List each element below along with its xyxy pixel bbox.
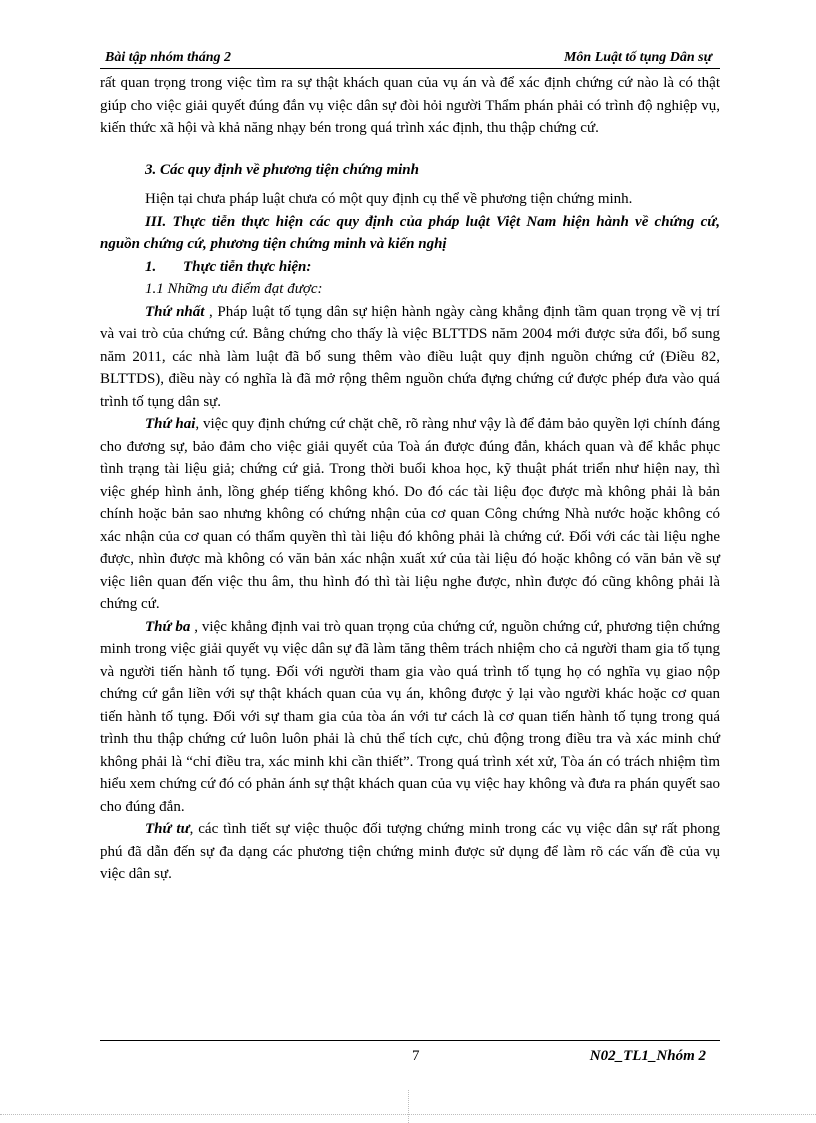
paragraph-thu-hai-text: , việc quy định chứng cứ chặt chẽ, rõ ràng như vậy là để đảm bảo quyền lợi chính đáng cho đương sự, bảo đảm cho việc giải quyết của Toà án được đúng đắn, khách quan và để khắc phục tình trạng tài liệu giả; chứng cứ giả. Trong thời buổi khoa học, kỹ thuật phát triển như hiện nay, thì việc ghép hình ảnh, lồng ghép tiếng không khó. Do đó các tài liệu đọc được mà không phải là bản chính hoặc bản sao nhưng không có chứng nhận của cơ quan Công chứng Nhà nước hoặc không có xác nhận của cơ quan có thẩm quyền thì tài liệu đó không phải là chứng cứ. Đối với các tài liệu nghe được, nhìn được mà không có văn bản xác nhận xuất xứ của tài liệu đó hoặc không có văn bản về sự việc liên quan đến việc thu âm, thu hình đó thì tài liệu nghe được, nhìn được đó cũng không phải là chứng cứ. [100, 416, 720, 612]
page-footer [100, 1048, 720, 1070]
paragraph-thu-ba-lead: Thứ ba [145, 618, 191, 635]
paragraph-thu-hai [100, 413, 720, 616]
header-left-title: Bài tập nhóm tháng 2 [105, 50, 232, 65]
header-rule [100, 68, 720, 69]
footer-group-code: N02_TL1_Nhóm 2 [589, 1048, 706, 1064]
subsection-1-1-title: 1.1 Những ưu điểm đạt được: [145, 281, 323, 297]
header-right-title: Môn Luật tố tụng Dân sự [563, 50, 712, 65]
subsection-1-title [100, 256, 720, 279]
subsection-1-number: 1. [145, 258, 157, 275]
paragraph-thu-ba-text: , việc khẳng định vai trò quan trọng của chứng cứ, nguồn chứng cứ, phương tiện chứng minh trong việc giải quyết vụ việc dân sự đã làm tăng thêm trách nhiệm cho cả người tham gia tố tụng và người tiến hành tố tụng. Đối với người tham gia vào quá trình tố tụng họ có nghĩa vụ giao nộp chứng cứ gắn liền với sự thật khách quan của vụ án, không được ỷ lại vào người khác hoặc cơ quan tiến hành tố tụng. Đối với sự tham gia của tòa án với tư cách là cơ quan tiến hành tố tụng trong quá trình thu thập chứng cứ luôn luôn phải là chủ thể tích cực, chủ động trong điều tra và xác minh chứ không phải là “chỉ điều tra, xác minh khi cần thiết”. Trong quá trình xét xử, Tòa án có trách nhiệm tìm hiểu xem chứng cứ đó có phản ánh sự thật khách quan của vụ việc hay không và đưa ra phán quyết sao cho đúng đắn. [100, 618, 720, 815]
intro-paragraph: rất quan trọng trong việc tìm ra sự thật khách quan của vụ án và để xác định chứng cứ nào là có thật giúp cho việc giải quyết đúng đắn vụ việc dân sự đòi hỏi người Thẩm phán phải có trình độ nghiệp vụ, kiến thức xã hội và khả năng nhạy bén trong quá trình xác định, thu thập chứng cứ. [100, 75, 720, 136]
paragraph-thu-tu-text: , các tình tiết sự việc thuộc đối tượng chứng minh trong các vụ việc dân sự rất phong phú đã dẫn đến sự đa dạng các phương tiện chứng minh được sử dụng để làm rõ các vấn đề của vụ việc dân sự. [100, 821, 721, 882]
paragraph-thu-hai-lead: Thứ hai [145, 416, 196, 432]
paragraph-thu-nhat-lead: Thứ nhất [145, 303, 205, 320]
subsection-1-label: Thực tiễn thực hiện: [183, 258, 312, 275]
paragraph-thu-tu [100, 818, 720, 886]
page-gap-dotted-line [408, 1090, 409, 1123]
paragraph-thu-ba [100, 616, 720, 819]
page-number: 7 [412, 1048, 420, 1064]
footer-rule [100, 1040, 720, 1041]
paragraph-thu-nhat-text: , Pháp luật tố tụng dân sự hiện hành ngày càng khẳng định tầm quan trọng về vị trí và vai trò của chứng cứ. Bằng chứng cho thấy là việc BLTTDS năm 2004 mới được sửa đổi, bổ sung năm 2011, các nhà làm luật đã bổ sung thêm vào điều luật quy định nguồn chứng cứ (Điều 82, BLTTDS), điều này có nghĩa là đã mở rộng thêm nguồn chứa đựng chứng cứ được phép đưa vào quá trình tố tụng dân sự. [100, 303, 721, 410]
section-3-title: 3. Các quy định về phương tiện chứng minh [145, 161, 419, 178]
paragraph-thu-nhat [100, 301, 720, 414]
section-iii-title: III. Thực tiễn thực hiện các quy định của pháp luật Việt Nam hiện hành về chứng cứ, nguồn chứng cứ, phương tiện chứng minh và kiến nghị [100, 213, 720, 252]
paragraph-thu-tu-lead: Thứ tư [145, 821, 190, 837]
page-header [100, 50, 720, 70]
section-3-paragraph: Hiện tại chưa pháp luật chưa có một quy định cụ thể về phương tiện chứng minh. [145, 191, 633, 207]
document-body [100, 72, 720, 886]
